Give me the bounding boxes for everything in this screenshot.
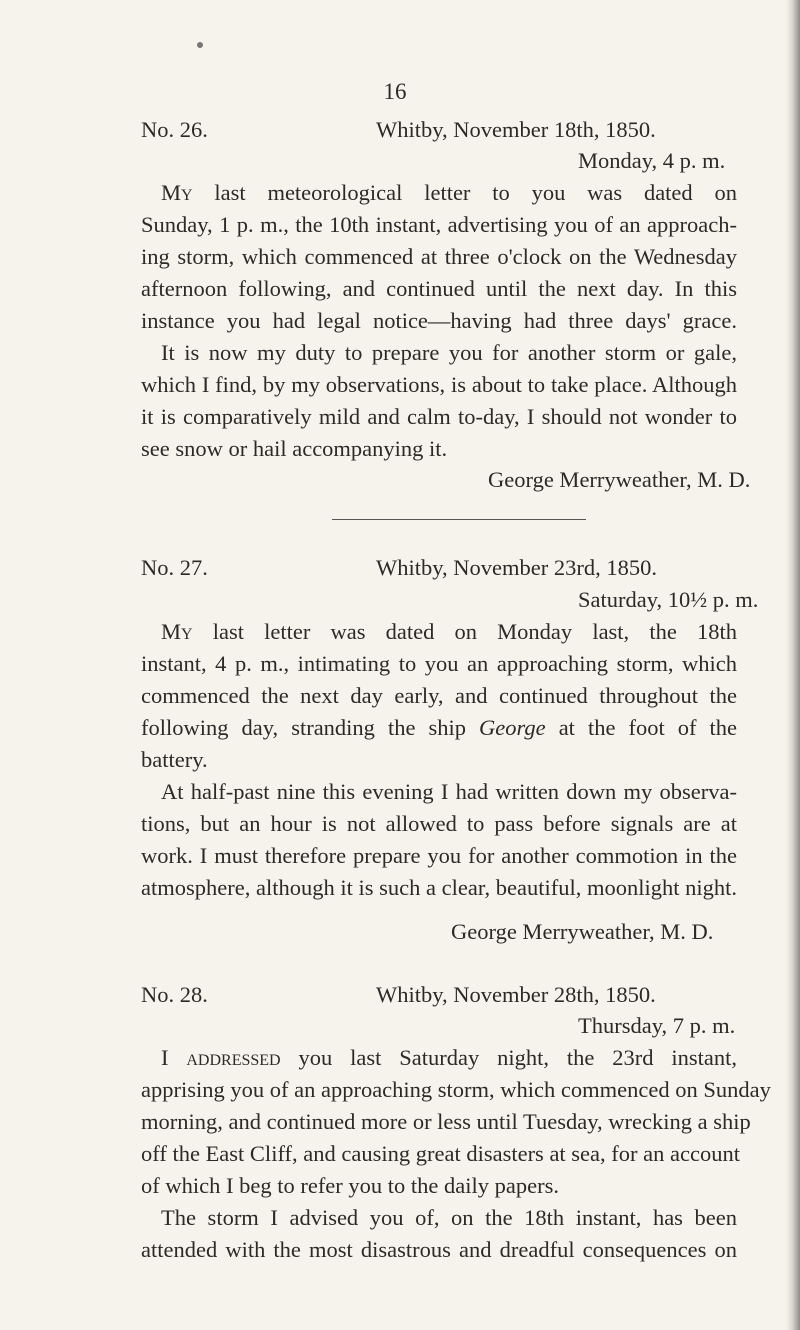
letter-place-date: Whitby, November 23rd, 1850. bbox=[376, 555, 657, 580]
letter-line: it is comparatively mild and calm to-day, I should not wonder to bbox=[141, 404, 737, 429]
letter-line: apprising you of an approaching storm, which commenced on Sunday bbox=[141, 1077, 771, 1102]
letter-place-date: Whitby, November 18th, 1850. bbox=[376, 117, 656, 142]
letter-line: tions, but an hour is not allowed to pass before signals are at bbox=[141, 811, 737, 836]
letter-line: afternoon following, and continued until the next day. In this bbox=[141, 276, 737, 301]
letter-signature: George Merryweather, M. D. bbox=[488, 467, 751, 492]
section-divider bbox=[332, 519, 586, 520]
letter-line: attended with the most disastrous and dreadful consequences on bbox=[141, 1237, 737, 1262]
letter-line: It is now my duty to prepare you for another storm or gale, bbox=[161, 340, 737, 365]
letter-number: No. 27. bbox=[141, 555, 208, 580]
letter-number: No. 28. bbox=[141, 982, 208, 1007]
page-edge-shadow bbox=[786, 0, 800, 1330]
letter-line: which I find, by my observations, is about to take place. Although bbox=[141, 372, 737, 397]
letter-line: battery. bbox=[141, 747, 208, 772]
letter-day-time: Monday, 4 p. m. bbox=[578, 148, 726, 173]
lead-words: My bbox=[161, 180, 193, 205]
letter-day-time: Thursday, 7 p. m. bbox=[578, 1013, 736, 1038]
letter-place-date: Whitby, November 28th, 1850. bbox=[376, 982, 656, 1007]
letter-line: instant, 4 p. m., intimating to you an approaching storm, which bbox=[141, 651, 737, 676]
letter-line: I addressed you last Saturday night, the 23rd instant, bbox=[161, 1045, 737, 1070]
letter-signature: George Merryweather, M. D. bbox=[451, 919, 714, 944]
letter-line: commenced the next day early, and continued throughout the bbox=[141, 683, 737, 708]
ink-speck bbox=[197, 42, 203, 48]
letter-line: The storm I advised you of, on the 18th instant, has been bbox=[161, 1205, 737, 1230]
ship-name: George bbox=[479, 715, 546, 740]
lead-words: My bbox=[161, 619, 193, 644]
lead-words: I addressed bbox=[161, 1045, 281, 1070]
letter-line: At half-past nine this evening I had written down my observa- bbox=[161, 779, 737, 804]
letter-line: following day, stranding the ship George at the foot of the bbox=[141, 715, 737, 740]
letter-line: My last letter was dated on Monday last, the 18th bbox=[161, 619, 737, 644]
letter-line: work. I must therefore prepare you for another commotion in the bbox=[141, 843, 737, 868]
letter-line: see snow or hail accompanying it. bbox=[141, 436, 448, 461]
letter-line: off the East Cliff, and causing great disasters at sea, for an account bbox=[141, 1141, 740, 1166]
letter-line: of which I beg to refer you to the daily papers. bbox=[141, 1173, 559, 1198]
letter-number: No. 26. bbox=[141, 117, 208, 142]
letter-line: atmosphere, although it is such a clear, beautiful, moonlight night. bbox=[141, 875, 737, 900]
letter-line: Sunday, 1 p. m., the 10th instant, advertising you of an approach- bbox=[141, 212, 737, 237]
letter-line: My last meteorological letter to you was dated on bbox=[161, 180, 737, 205]
letter-line: instance you had legal notice—having had three days' grace. bbox=[141, 308, 737, 333]
letter-line: morning, and continued more or less until Tuesday, wrecking a ship bbox=[141, 1109, 751, 1134]
page-number: 16 bbox=[383, 79, 407, 104]
letter-day-time: Saturday, 10½ p. m. bbox=[578, 587, 759, 612]
letter-line: ing storm, which commenced at three o'clock on the Wednesday bbox=[141, 244, 737, 269]
